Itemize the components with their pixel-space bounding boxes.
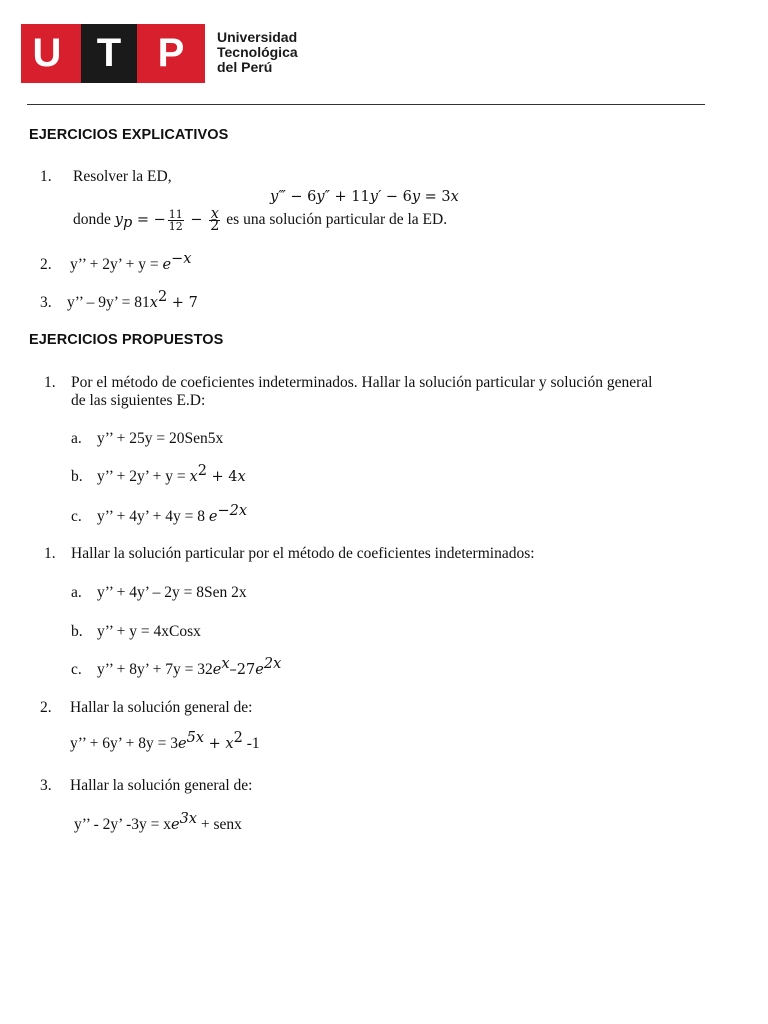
- exercise-text: Hallar la solución general de:: [70, 777, 253, 794]
- equation-main: [270, 188, 459, 206]
- eq-term: +: [204, 736, 226, 752]
- eq-lhs: y’’ + 6y’ + 8y = 3: [70, 735, 179, 752]
- eq-term: y‴: [270, 189, 286, 205]
- item-equation: y’’ + y = 4xCosx: [97, 623, 201, 640]
- fraction-x-2: [209, 206, 220, 234]
- item-label: a.: [71, 584, 82, 601]
- eq-exponent: 2: [157, 289, 168, 305]
- exercise-text: Por el método de coeficientes indeterminados. Hallar la solución particular y solución general: [71, 374, 653, 391]
- institution-line-2: Tecnológica: [217, 44, 298, 60]
- exercise-number: 1.: [44, 545, 56, 562]
- eq-term: = 3: [420, 189, 451, 205]
- exercise-text: Hallar la solución particular por el método de coeficientes indeterminados:: [71, 545, 535, 562]
- eq-var: x: [189, 469, 198, 485]
- item-equation: [97, 463, 246, 486]
- eq-base: e: [162, 257, 172, 273]
- eq-exponent: 2x: [263, 656, 282, 672]
- item-equation: [97, 656, 282, 679]
- eq-sign: = −: [132, 212, 166, 229]
- eq-lhs: y’’ + 4y’ + 4y = 8: [97, 508, 209, 525]
- logo-letter-p: P: [157, 31, 185, 75]
- eq-exponent: 2: [233, 730, 243, 746]
- exercise-text: Resolver la ED,: [73, 168, 172, 185]
- eq-term: − 6: [381, 189, 412, 205]
- exercise-equation: [70, 730, 260, 753]
- exercise-number: 3.: [40, 294, 52, 311]
- exercise-number: 2.: [40, 699, 52, 716]
- eq-term: y″: [316, 189, 330, 205]
- logo-letter-t: T: [81, 24, 137, 83]
- yp-symbol: y: [114, 212, 123, 229]
- eq-exponent: 5x: [186, 730, 205, 746]
- eq-var: x: [225, 736, 234, 752]
- eq-base: e: [208, 509, 218, 525]
- exercise-number: 3.: [40, 777, 52, 794]
- utp-logo: [21, 24, 205, 83]
- item-equation: y’’ + 4y’ – 2y = 8Sen 2x: [97, 584, 247, 601]
- exercise-number: 2.: [40, 256, 52, 273]
- item-label: c.: [71, 508, 82, 525]
- eq-term: y′: [369, 189, 382, 205]
- item-label: b.: [71, 623, 83, 640]
- item-label: b.: [71, 468, 83, 485]
- fraction-numerator: x: [210, 206, 219, 222]
- eq-var: x: [149, 295, 158, 311]
- section-heading-explicativos: EJERCICIOS EXPLICATIVOS: [29, 127, 229, 143]
- particular-solution-line: [73, 206, 448, 234]
- exercise-number: 1.: [44, 374, 56, 391]
- exercise-equation: [67, 289, 198, 312]
- exercise-text: de las siguientes E.D:: [71, 392, 206, 409]
- exercise-equation: [74, 811, 242, 834]
- eq-var: x: [237, 469, 246, 485]
- exercise-text: Hallar la solución general de:: [70, 699, 253, 716]
- eq-base: e: [178, 736, 187, 752]
- eq-tail: -1: [242, 735, 260, 752]
- logo-letter-u: U: [32, 31, 62, 75]
- exercise-number: 1.: [40, 168, 52, 185]
- eq-term: y: [411, 189, 421, 205]
- eq-lhs: y’’ + 2y’ + y =: [70, 256, 163, 273]
- eq-base: e: [170, 817, 180, 833]
- header-divider: [27, 104, 705, 105]
- donde-text: donde: [73, 211, 115, 229]
- item-label: c.: [71, 661, 82, 678]
- particular-solution-tail: es una solución particular de la ED.: [222, 211, 448, 229]
- eq-exponent: x: [221, 656, 230, 672]
- eq-term: x: [450, 189, 459, 205]
- fraction-denominator: 2: [210, 218, 220, 234]
- eq-exponent: 3x: [179, 811, 197, 827]
- eq-exponent: 2: [197, 463, 207, 479]
- eq-exponent: −x: [171, 251, 192, 267]
- eq-term: − 6: [285, 189, 317, 205]
- institution-line-3: del Perú: [217, 59, 273, 75]
- eq-exponent: −2x: [217, 503, 248, 519]
- item-equation: [97, 503, 248, 526]
- yp-subscript: p: [122, 215, 133, 232]
- minus-sign: −: [185, 212, 208, 229]
- eq-term: + 4: [206, 469, 238, 485]
- eq-lhs: y’’ – 9y’ = 81: [67, 294, 150, 311]
- item-equation: y’’ + 25y = 20Sen5x: [97, 430, 224, 447]
- exercise-equation: [70, 251, 192, 274]
- eq-base: e: [212, 662, 222, 678]
- fraction-numerator: 11: [168, 208, 183, 221]
- eq-lhs: y’’ + 2y’ + y =: [97, 468, 190, 485]
- item-label: a.: [71, 430, 82, 447]
- eq-lhs: y’’ + 8y’ + 7y = 32: [97, 661, 213, 678]
- eq-rhs: + 7: [167, 295, 198, 311]
- institution-line-1: Universidad: [217, 29, 298, 45]
- institution-name: [217, 30, 298, 75]
- eq-term: + 11: [329, 189, 370, 205]
- eq-lhs: y’’ - 2y’ -3y = x: [74, 816, 171, 833]
- eq-term: –27: [229, 662, 256, 678]
- fraction-denominator: 12: [168, 220, 183, 233]
- fraction-11-12: [168, 209, 184, 232]
- section-heading-propuestos: EJERCICIOS PROPUESTOS: [29, 332, 224, 348]
- eq-tail: + senx: [196, 816, 242, 833]
- eq-base: e: [255, 662, 264, 678]
